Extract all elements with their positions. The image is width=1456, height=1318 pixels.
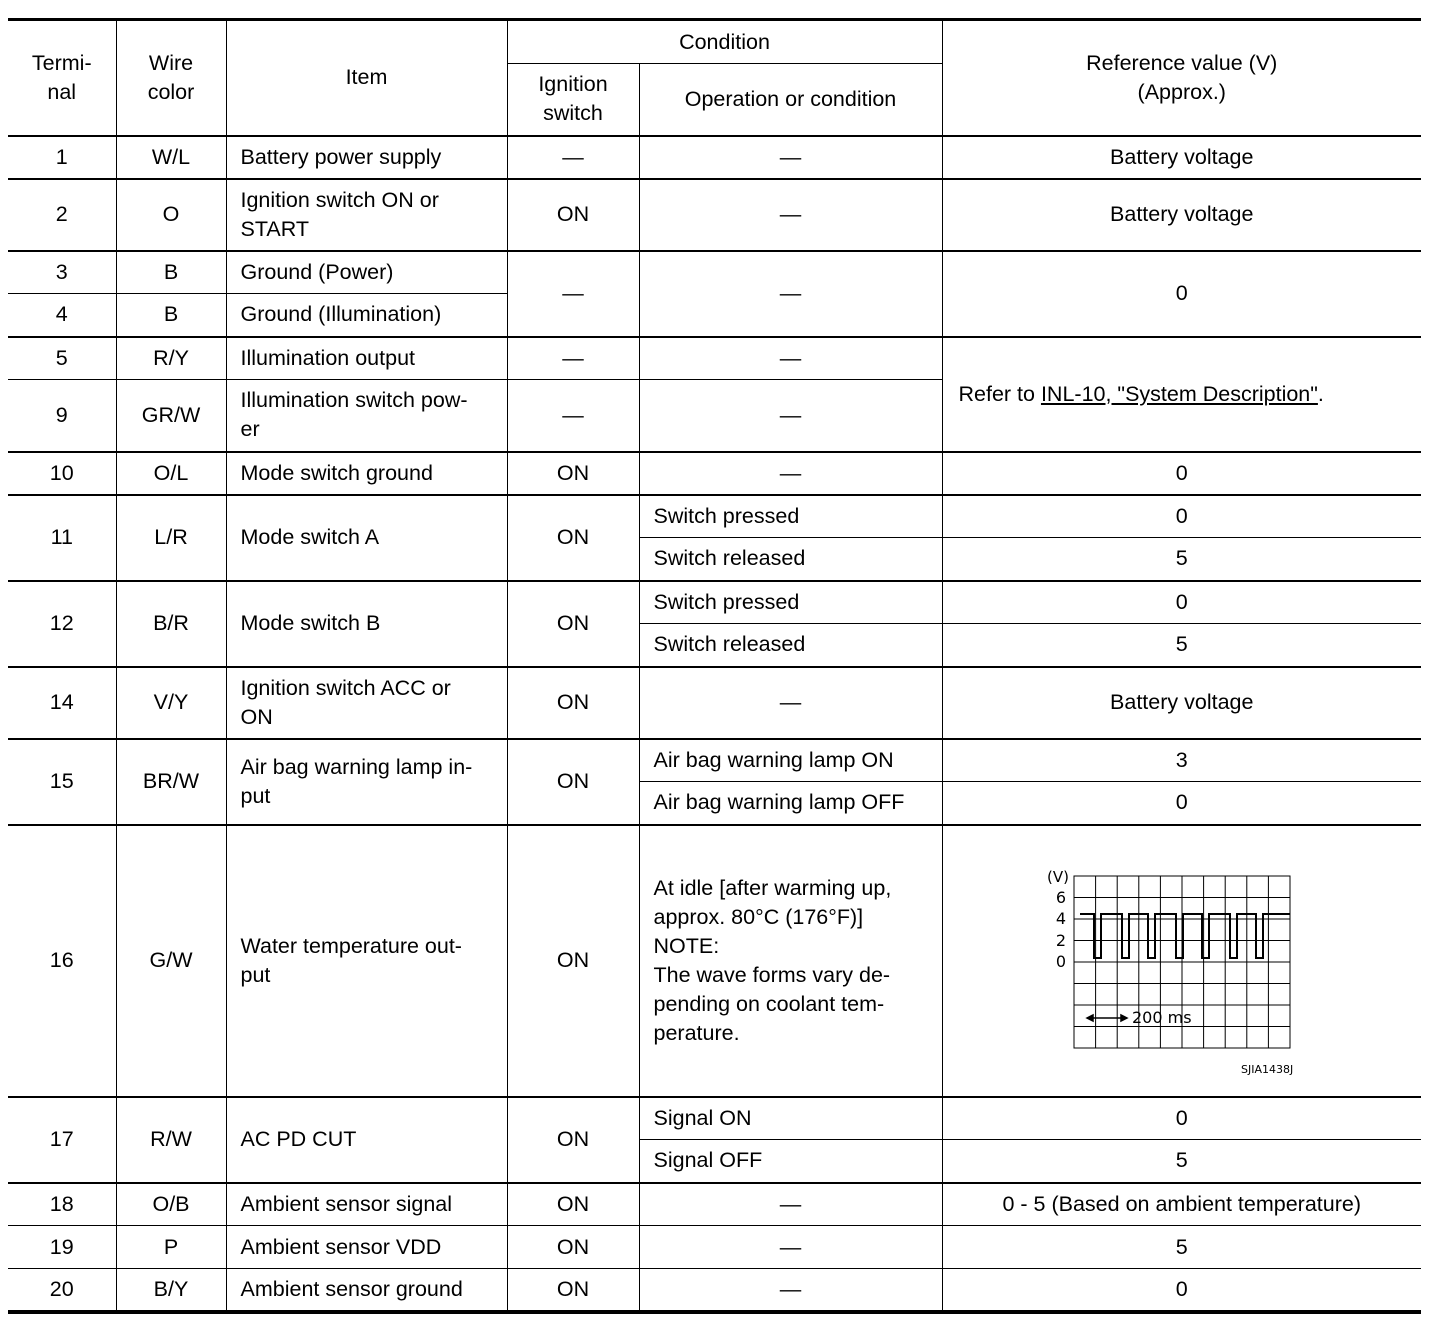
operation-cell: — (639, 179, 942, 251)
table-row (8, 825, 1421, 1097)
header-terminal-l2: nal (47, 79, 77, 104)
operation-line: pending on coolant tem- (653, 991, 885, 1016)
wire-cell: BR/W (116, 739, 226, 825)
table-row (8, 495, 1421, 538)
ignition-cell: — (507, 251, 639, 337)
operation-line: approx. 80°C (176°F)] (653, 904, 864, 929)
item-line: Water temperature out- (240, 933, 462, 958)
terminal-cell: 1 (8, 136, 116, 179)
item-cell: Ground (Illumination) (226, 294, 507, 337)
reference-cell: 5 (942, 624, 1421, 667)
item-cell (226, 739, 507, 825)
operation-cell: — (639, 1226, 942, 1269)
header-wire-l1: Wire (148, 50, 194, 75)
wire-cell: B/Y (116, 1269, 226, 1312)
header-wire-color (116, 20, 226, 136)
terminal-cell: 9 (8, 380, 116, 452)
operation-cell: Signal ON (639, 1097, 942, 1140)
terminal-cell: 5 (8, 337, 116, 380)
reference-cell: 0 (942, 782, 1421, 825)
header-ref-l2: (Approx.) (1137, 79, 1226, 104)
reference-cell: 0 (942, 1097, 1421, 1140)
operation-cell: — (639, 251, 942, 337)
reference-cell: 5 (942, 538, 1421, 581)
table-row (8, 136, 1421, 179)
terminal-cell: 4 (8, 294, 116, 337)
item-cell: Ambient sensor signal (226, 1183, 507, 1226)
table-row (8, 337, 1421, 380)
system-description-link[interactable]: INL-10, "System Description" (1040, 381, 1318, 406)
item-line: put (240, 962, 271, 987)
header-ref-l1: Reference value (V) (1086, 50, 1278, 75)
terminal-cell: 14 (8, 667, 116, 739)
header-terminal-l1: Termi- (31, 50, 92, 75)
ignition-cell: ON (507, 581, 639, 667)
operation-cell: Switch pressed (639, 581, 942, 624)
reference-cell (942, 337, 1421, 452)
item-cell: Ambient sensor VDD (226, 1226, 507, 1269)
operation-cell: — (639, 337, 942, 380)
table-row (8, 179, 1421, 251)
wire-cell: W/L (116, 136, 226, 179)
reference-cell: 0 - 5 (Based on ambient temperature) (942, 1183, 1421, 1226)
operation-cell: — (639, 136, 942, 179)
ignition-cell: — (507, 136, 639, 179)
table-row (8, 1269, 1421, 1312)
reference-cell: Battery voltage (942, 667, 1421, 739)
operation-cell: — (639, 1183, 942, 1226)
terminal-cell: 18 (8, 1183, 116, 1226)
table-row (8, 1097, 1421, 1140)
terminal-cell: 3 (8, 251, 116, 294)
wire-cell: B (116, 251, 226, 294)
ignition-cell: — (507, 337, 639, 380)
item-cell: Ambient sensor ground (226, 1269, 507, 1312)
item-line: Ignition switch ON or (240, 187, 439, 212)
item-cell: Illumination output (226, 337, 507, 380)
reference-cell: 3 (942, 739, 1421, 782)
operation-cell: Switch released (639, 538, 942, 581)
reference-cell: Battery voltage (942, 136, 1421, 179)
reference-cell: 0 (942, 452, 1421, 495)
item-line: Air bag warning lamp in- (240, 754, 473, 779)
header-condition: Condition (507, 20, 942, 64)
figure-code: SJIA1438J (1240, 1062, 1293, 1076)
item-cell: AC PD CUT (226, 1097, 507, 1183)
reference-cell: Battery voltage (942, 179, 1421, 251)
header-ignition-switch (507, 64, 639, 136)
item-cell: Battery power supply (226, 136, 507, 179)
ignition-cell: ON (507, 739, 639, 825)
reference-cell: 0 (942, 1269, 1421, 1312)
ignition-cell: — (507, 380, 639, 452)
operation-cell: Switch pressed (639, 495, 942, 538)
header-ign-l2: switch (543, 101, 603, 126)
waveform-y-label: 6 (1055, 887, 1066, 907)
item-cell (226, 179, 507, 251)
wire-cell: GR/W (116, 380, 226, 452)
waveform-unit: (V) (1046, 867, 1069, 886)
waveform-y-label: 4 (1055, 908, 1066, 928)
terminal-cell: 12 (8, 581, 116, 667)
time-scale-label: 200 ms (1131, 1007, 1192, 1027)
ignition-cell: ON (507, 179, 639, 251)
item-line: put (240, 783, 271, 808)
terminal-cell: 16 (8, 825, 116, 1097)
ignition-cell: ON (507, 452, 639, 495)
table-row (8, 739, 1421, 782)
operation-cell: Air bag warning lamp OFF (639, 782, 942, 825)
wire-cell: B (116, 294, 226, 337)
operation-line: NOTE: (653, 933, 720, 958)
table-row (8, 667, 1421, 739)
reference-suffix: . (1317, 381, 1324, 406)
operation-cell (639, 825, 942, 1097)
ignition-cell: ON (507, 495, 639, 581)
waveform-trace (1080, 914, 1290, 958)
operation-line: The wave forms vary de- (653, 962, 891, 987)
operation-cell: — (639, 380, 942, 452)
table-row (8, 1183, 1421, 1226)
operation-line: At idle [after warming up, (653, 875, 892, 900)
waveform-y-label: 2 (1055, 930, 1066, 950)
terminal-cell: 20 (8, 1269, 116, 1312)
item-cell: Mode switch A (226, 495, 507, 581)
operation-cell: — (639, 667, 942, 739)
table-row (8, 1226, 1421, 1269)
header-ign-l1: Ignition (538, 72, 608, 97)
item-cell: Mode switch ground (226, 452, 507, 495)
time-scale-arrow (1087, 1015, 1127, 1021)
header-wire-l2: color (147, 79, 195, 104)
terminal-reference-table (8, 18, 1421, 1314)
wire-cell: O (116, 179, 226, 251)
terminal-cell: 17 (8, 1097, 116, 1183)
item-cell: Ground (Power) (226, 251, 507, 294)
terminal-cell: 11 (8, 495, 116, 581)
ignition-cell: ON (507, 1226, 639, 1269)
operation-cell: — (639, 452, 942, 495)
operation-cell: — (639, 1269, 942, 1312)
header-terminal (8, 20, 116, 136)
waveform-diagram (943, 826, 1422, 1088)
item-cell: Mode switch B (226, 581, 507, 667)
reference-cell: 0 (942, 495, 1421, 538)
operation-cell: Air bag warning lamp ON (639, 739, 942, 782)
item-cell (226, 667, 507, 739)
waveform-y-label: 0 (1055, 951, 1066, 971)
wire-cell: O/L (116, 452, 226, 495)
terminal-cell: 10 (8, 452, 116, 495)
item-line: ON (240, 704, 273, 729)
reference-cell: 5 (942, 1226, 1421, 1269)
ignition-cell: ON (507, 825, 639, 1097)
wire-cell: G/W (116, 825, 226, 1097)
header-reference-value (942, 20, 1421, 136)
table-row (8, 251, 1421, 294)
reference-cell: 5 (942, 1140, 1421, 1183)
reference-cell: 0 (942, 581, 1421, 624)
reference-cell: 0 (942, 251, 1421, 337)
item-line: Illumination switch pow- (240, 388, 468, 413)
operation-cell: Signal OFF (639, 1140, 942, 1183)
wire-cell: P (116, 1226, 226, 1269)
wire-cell: B/R (116, 581, 226, 667)
ignition-cell: ON (507, 1269, 639, 1312)
table-row (8, 452, 1421, 495)
ignition-cell: ON (507, 667, 639, 739)
ignition-cell: ON (507, 1097, 639, 1183)
wire-cell: V/Y (116, 667, 226, 739)
wire-cell: R/W (116, 1097, 226, 1183)
header-item: Item (226, 20, 507, 136)
operation-line: perature. (653, 1020, 740, 1045)
item-cell (226, 825, 507, 1097)
wire-cell: R/Y (116, 337, 226, 380)
wire-cell: O/B (116, 1183, 226, 1226)
reference-prefix: Refer to (958, 381, 1041, 406)
wire-cell: L/R (116, 495, 226, 581)
ignition-cell: ON (507, 1183, 639, 1226)
item-line: START (240, 216, 309, 241)
terminal-cell: 2 (8, 179, 116, 251)
reference-cell (942, 825, 1421, 1097)
item-line: Ignition switch ACC or (240, 675, 451, 700)
operation-cell: Switch released (639, 624, 942, 667)
header-operation: Operation or condition (639, 64, 942, 136)
table-row (8, 581, 1421, 624)
terminal-cell: 19 (8, 1226, 116, 1269)
item-cell (226, 380, 507, 452)
item-line: er (240, 417, 260, 442)
terminal-cell: 15 (8, 739, 116, 825)
